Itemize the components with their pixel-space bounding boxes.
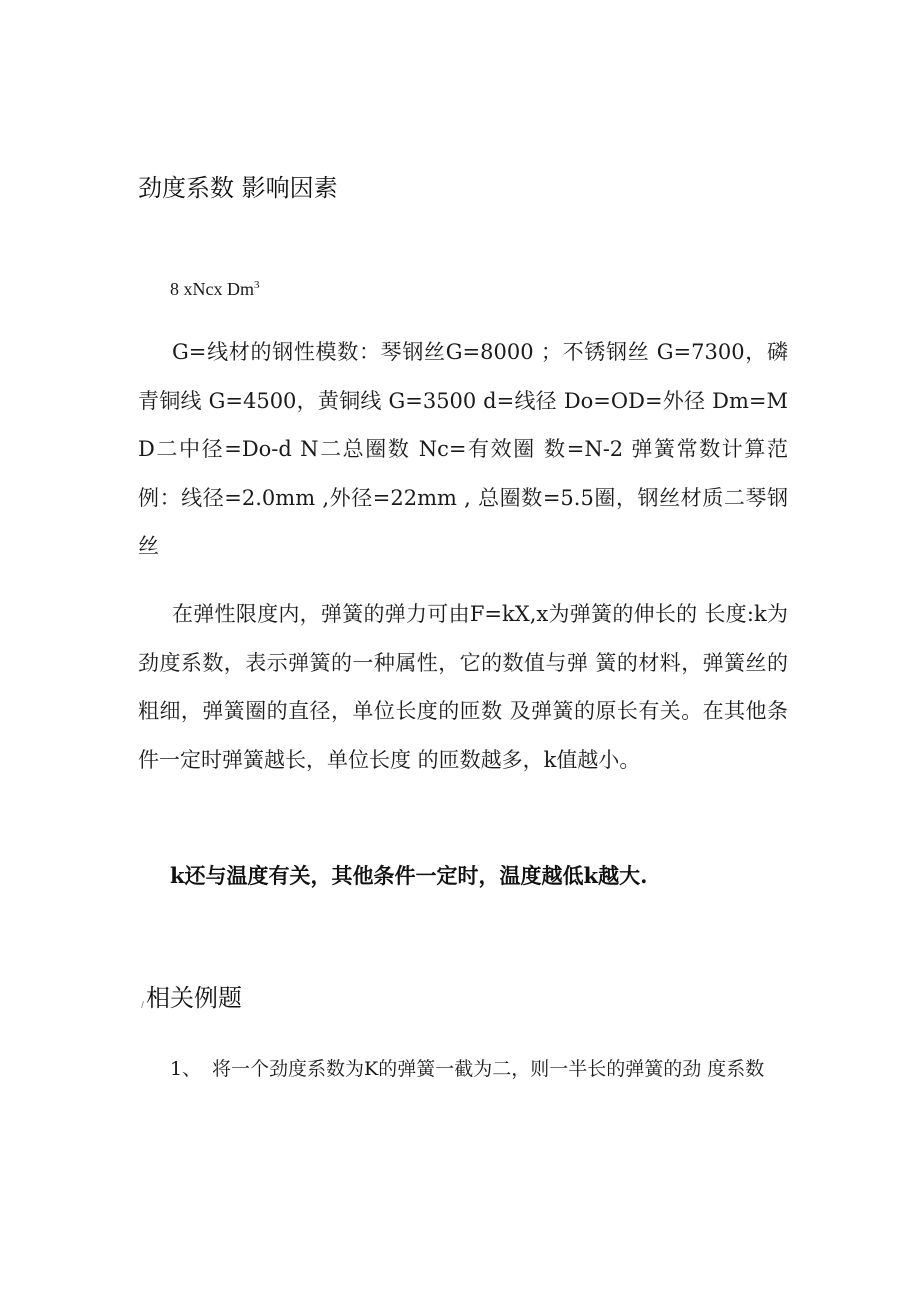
- example-item: [170, 1054, 764, 1084]
- section-title: 相关例题: [146, 984, 242, 1012]
- paragraph-shear-modulus: G=线材的钢性模数：琴钢丝G=8000 ；不锈钢丝 G=7300，磷青铜线 G=4500，黄铜线 G=3500 d=线径 Do=OD=外径 Dm=MD二中径=Do-d N二总圈数 Nc=有效圈 数=N-2 弹簧常数计算范例：线径=2.0mm ,外径=22mm , 总圈数=5.5圈，钢丝材质二琴钢丝: [138, 340, 788, 558]
- formula-superscript: 3: [254, 279, 260, 291]
- paragraph-temperature: k还与温度有关，其他条件一定时，温度越低k越大.: [170, 863, 648, 888]
- formula-text: 8 xNcx Dm: [170, 279, 254, 299]
- spring-constant-formula: [170, 272, 260, 302]
- document-title: 劲度系数 影响因素: [138, 174, 338, 202]
- paragraph-elastic-limit: 在弹性限度内，弹簧的弹力可由F=kX,x为弹簧的伸长的 长度:k为劲度系数，表示弹簧的一种属性，它的数值与弹 簧的材料，弹簧丝的粗细，弹簧圈的直径，单位长度的匝数 及弹簧的原长有关。在其他条件一定时弹簧越长，单位长度 的匝数越多，k值越小。: [138, 602, 788, 772]
- example-text: 将一个劲度系数为K的弹簧一截为二，则一半长的弹簧的劲 度系数: [212, 1058, 765, 1080]
- example-number: 1、: [170, 1058, 202, 1080]
